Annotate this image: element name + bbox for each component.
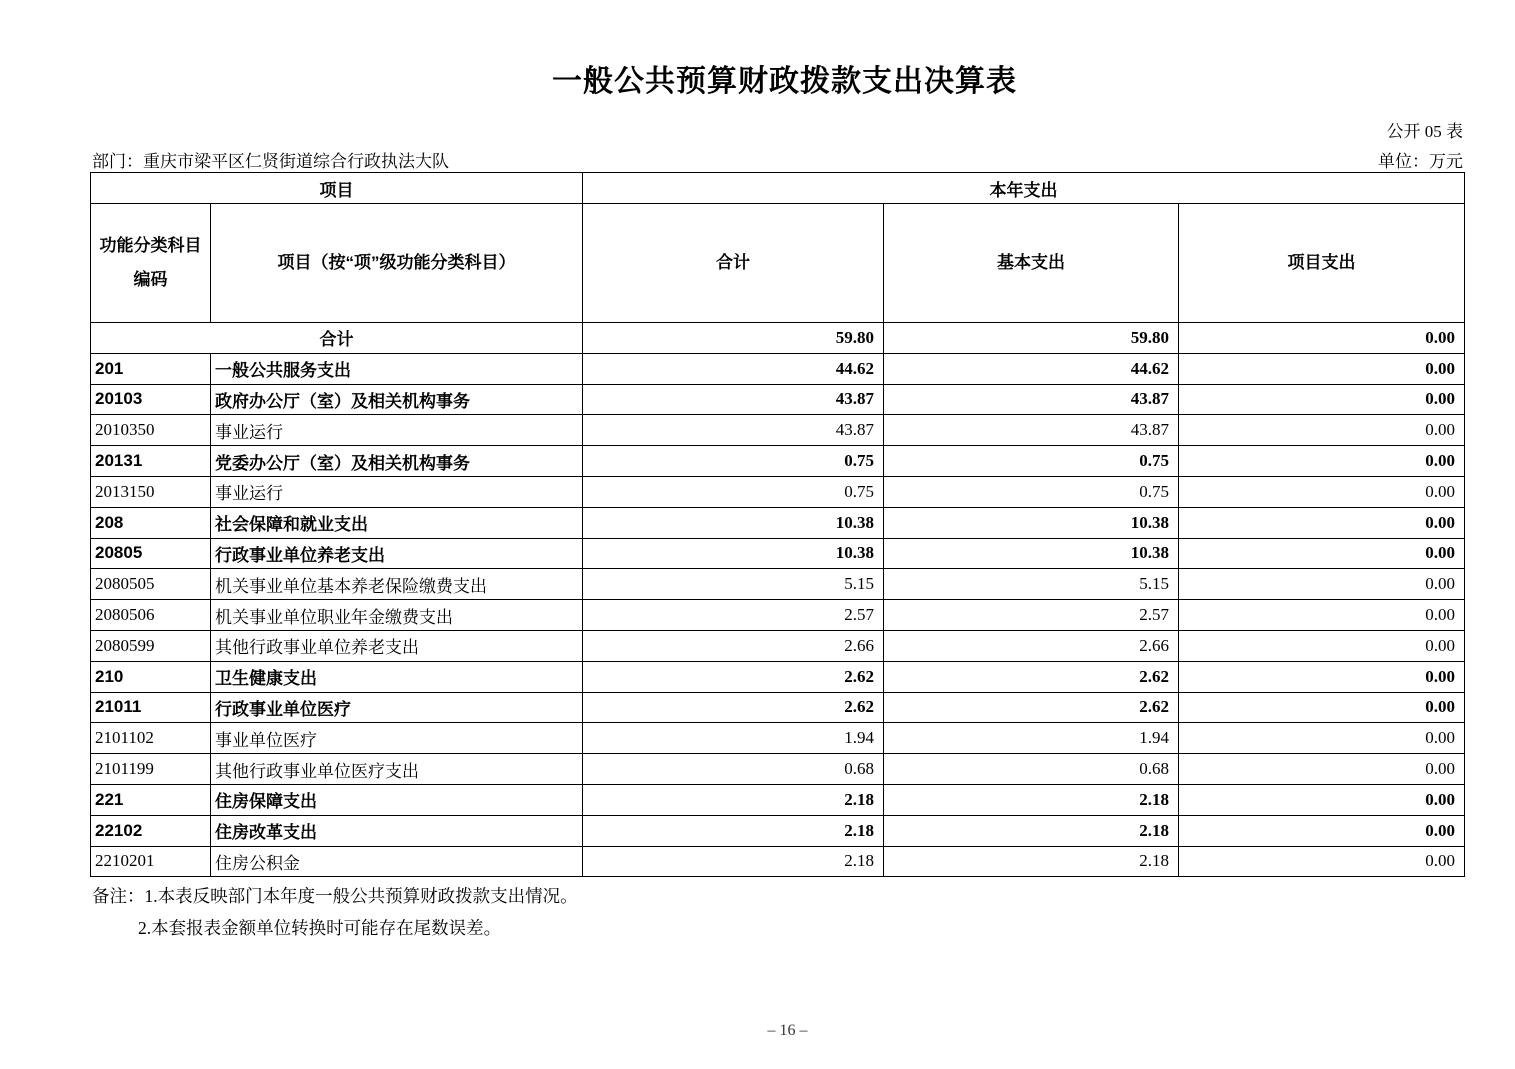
row-total-value: 43.87	[583, 384, 884, 415]
row-function-code: 20131	[91, 446, 211, 477]
row-project-value: 0.00	[1179, 507, 1465, 538]
row-function-code: 2010350	[91, 415, 211, 446]
row-total-value: 2.66	[583, 630, 884, 661]
row-function-code: 2080506	[91, 600, 211, 631]
row-project-value: 0.00	[1179, 569, 1465, 600]
row-project-value: 0.00	[1179, 384, 1465, 415]
row-project-value: 0.00	[1179, 692, 1465, 723]
row-basic-value: 2.66	[884, 630, 1179, 661]
row-basic-value: 2.18	[884, 815, 1179, 846]
column-header-total: 合计	[583, 204, 884, 323]
row-project-value: 0.00	[1179, 754, 1465, 785]
row-item-name: 事业运行	[211, 415, 583, 446]
table-row	[91, 661, 1465, 692]
row-function-code: 2101102	[91, 723, 211, 754]
row-total-value: 2.62	[583, 661, 884, 692]
row-total-value: 2.62	[583, 692, 884, 723]
table-header	[91, 173, 1465, 323]
row-total-value: 0.68	[583, 754, 884, 785]
row-basic-value: 10.38	[884, 538, 1179, 569]
row-project-value: 0.00	[1179, 476, 1465, 507]
table-row	[91, 415, 1465, 446]
row-total-value: 10.38	[583, 507, 884, 538]
row-basic-value: 2.62	[884, 692, 1179, 723]
table-row	[91, 384, 1465, 415]
unit-label: 单位：万元	[1378, 152, 1463, 171]
row-item-name: 卫生健康支出	[211, 661, 583, 692]
expenditure-table	[90, 172, 1465, 877]
table-row	[91, 476, 1465, 507]
table-row	[91, 323, 1465, 354]
row-item-name: 政府办公厅（室）及相关机构事务	[211, 384, 583, 415]
row-function-code: 2013150	[91, 476, 211, 507]
function-code-header-line1: 功能分类科目	[99, 236, 202, 255]
note-line-1: 备注：1.本表反映部门本年度一般公共预算财政拨款支出情况。	[92, 886, 578, 906]
row-total-value: 2.18	[583, 846, 884, 877]
row-total-value: 5.15	[583, 569, 884, 600]
row-total-value: 1.94	[583, 723, 884, 754]
row-total-label: 合计	[91, 323, 583, 354]
row-basic-value: 2.57	[884, 600, 1179, 631]
row-function-code: 221	[91, 784, 211, 815]
column-header-function-code	[91, 204, 211, 323]
column-group-project: 项目	[91, 173, 583, 204]
table-row	[91, 723, 1465, 754]
note-line-2: 2.本套报表金额单位转换时可能存在尾数误差。	[138, 918, 502, 938]
table-row	[91, 815, 1465, 846]
row-project-value: 0.00	[1179, 723, 1465, 754]
row-project-value: 0.00	[1179, 446, 1465, 477]
table-row	[91, 630, 1465, 661]
column-header-basic-expenditure: 基本支出	[884, 204, 1179, 323]
row-function-code: 2080505	[91, 569, 211, 600]
row-basic-value: 0.75	[884, 476, 1179, 507]
row-total-value: 10.38	[583, 538, 884, 569]
row-function-code: 201	[91, 353, 211, 384]
row-basic-value: 44.62	[884, 353, 1179, 384]
row-function-code: 21011	[91, 692, 211, 723]
row-project-value: 0.00	[1179, 630, 1465, 661]
row-item-name: 党委办公厅（室）及相关机构事务	[211, 446, 583, 477]
row-total-value: 44.62	[583, 353, 884, 384]
table-row	[91, 600, 1465, 631]
header-columns-row	[91, 204, 1465, 323]
row-function-code: 20805	[91, 538, 211, 569]
row-total-value: 0.75	[583, 446, 884, 477]
row-project-value: 0.00	[1179, 784, 1465, 815]
row-total-value: 43.87	[583, 415, 884, 446]
column-group-current-year-expenditure: 本年支出	[583, 173, 1465, 204]
table-row	[91, 507, 1465, 538]
table-row	[91, 692, 1465, 723]
row-project-value: 0.00	[1179, 846, 1465, 877]
row-project-value: 0.00	[1179, 538, 1465, 569]
row-project-value: 0.00	[1179, 323, 1465, 354]
row-basic-value: 43.87	[884, 415, 1179, 446]
row-basic-value: 1.94	[884, 723, 1179, 754]
row-function-code: 22102	[91, 815, 211, 846]
table-row	[91, 538, 1465, 569]
page-title: 一般公共预算财政拨款支出决算表	[552, 65, 1017, 98]
row-basic-value: 2.18	[884, 846, 1179, 877]
row-total-value: 2.18	[583, 784, 884, 815]
row-basic-value: 59.80	[884, 323, 1179, 354]
header-group-row	[91, 173, 1465, 204]
row-function-code: 20103	[91, 384, 211, 415]
table-row	[91, 353, 1465, 384]
row-total-value: 0.75	[583, 476, 884, 507]
table-body	[91, 323, 1465, 877]
row-basic-value: 2.18	[884, 784, 1179, 815]
row-total-value: 2.57	[583, 600, 884, 631]
row-function-code: 2080599	[91, 630, 211, 661]
row-item-name: 住房保障支出	[211, 784, 583, 815]
row-item-name: 事业单位医疗	[211, 723, 583, 754]
row-total-value: 59.80	[583, 323, 884, 354]
row-item-name: 事业运行	[211, 476, 583, 507]
row-basic-value: 2.62	[884, 661, 1179, 692]
row-project-value: 0.00	[1179, 815, 1465, 846]
row-item-name: 其他行政事业单位养老支出	[211, 630, 583, 661]
row-basic-value: 43.87	[884, 384, 1179, 415]
row-basic-value: 10.38	[884, 507, 1179, 538]
row-item-name: 机关事业单位基本养老保险缴费支出	[211, 569, 583, 600]
row-item-name: 住房改革支出	[211, 815, 583, 846]
row-project-value: 0.00	[1179, 661, 1465, 692]
table-code-label: 公开 05 表	[1386, 122, 1463, 141]
row-item-name: 机关事业单位职业年金缴费支出	[211, 600, 583, 631]
row-function-code: 2210201	[91, 846, 211, 877]
row-function-code: 210	[91, 661, 211, 692]
page-number: – 16 –	[767, 1022, 808, 1039]
table-row	[91, 784, 1465, 815]
row-basic-value: 0.68	[884, 754, 1179, 785]
column-header-project-expenditure: 项目支出	[1179, 204, 1465, 323]
row-item-name: 社会保障和就业支出	[211, 507, 583, 538]
table-row	[91, 446, 1465, 477]
row-item-name: 一般公共服务支出	[211, 353, 583, 384]
table-row	[91, 569, 1465, 600]
row-function-code: 2101199	[91, 754, 211, 785]
row-item-name: 行政事业单位医疗	[211, 692, 583, 723]
function-code-header-line2: 编码	[133, 270, 168, 289]
row-item-name: 住房公积金	[211, 846, 583, 877]
row-total-value: 2.18	[583, 815, 884, 846]
row-basic-value: 0.75	[884, 446, 1179, 477]
row-function-code: 208	[91, 507, 211, 538]
row-project-value: 0.00	[1179, 353, 1465, 384]
row-basic-value: 5.15	[884, 569, 1179, 600]
row-item-name: 其他行政事业单位医疗支出	[211, 754, 583, 785]
table-row	[91, 754, 1465, 785]
row-project-value: 0.00	[1179, 415, 1465, 446]
table-row	[91, 846, 1465, 877]
department-label: 部门：重庆市梁平区仁贤街道综合行政执法大队	[92, 152, 449, 171]
column-header-item: 项目（按“项”级功能分类科目）	[211, 204, 583, 323]
row-project-value: 0.00	[1179, 600, 1465, 631]
row-item-name: 行政事业单位养老支出	[211, 538, 583, 569]
